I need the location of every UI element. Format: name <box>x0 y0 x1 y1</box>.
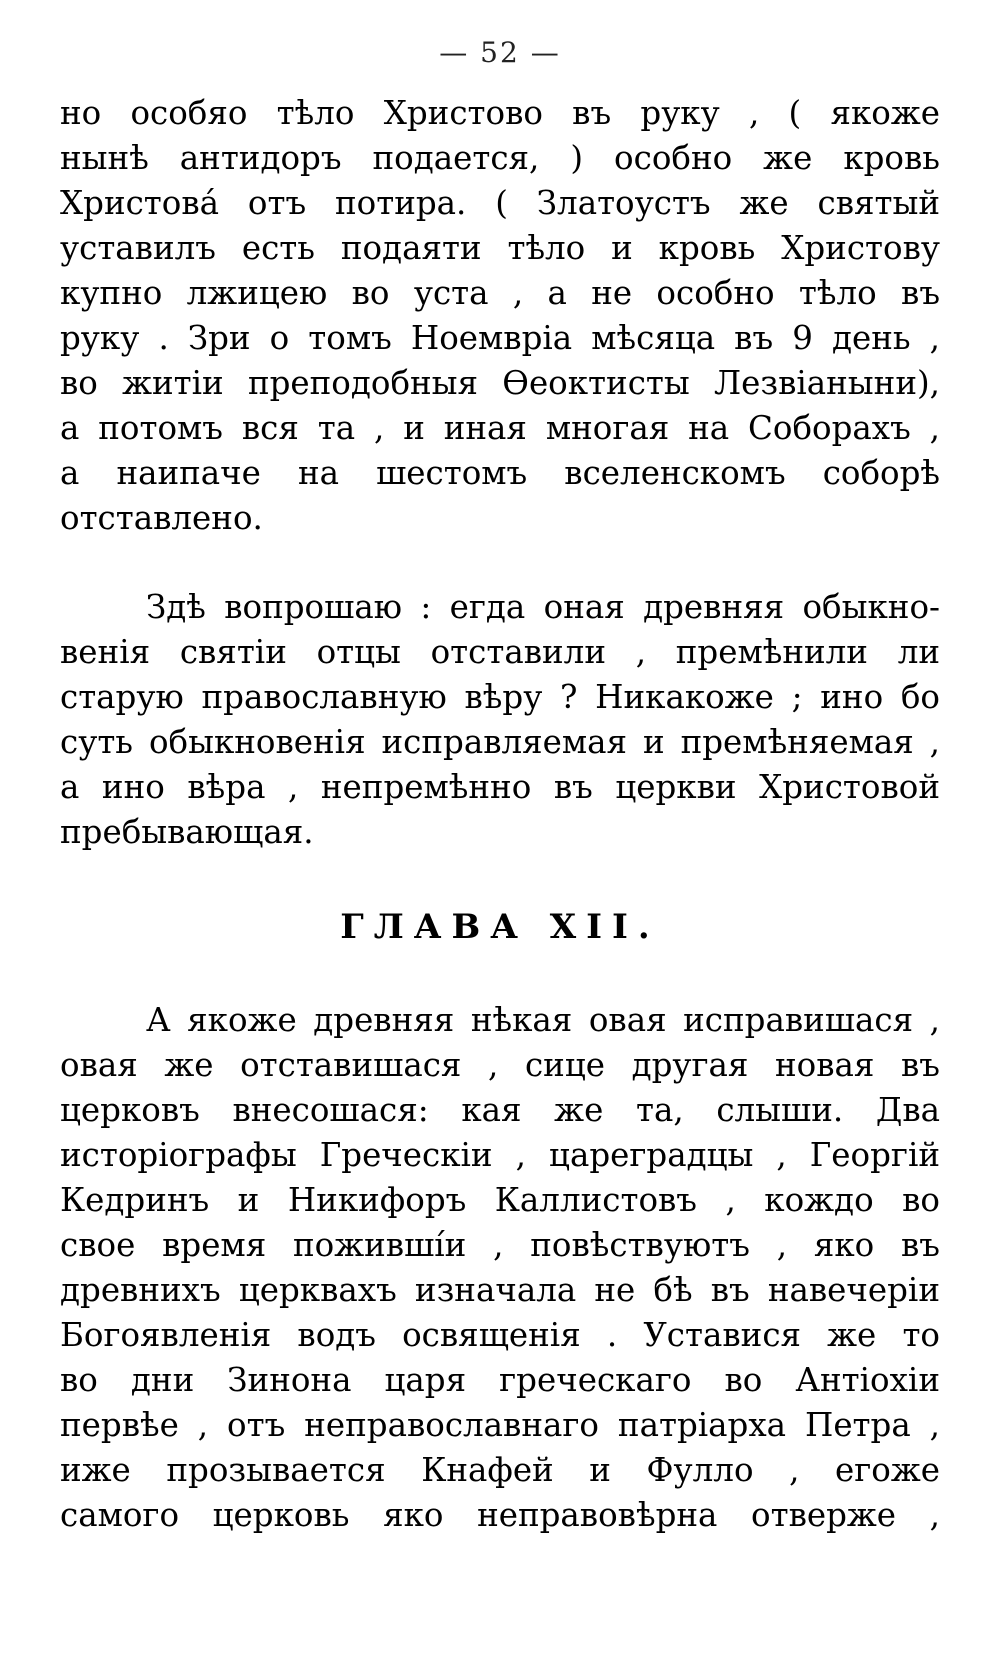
paragraph-3 <box>60 998 940 1538</box>
text-line: пребывающая. <box>60 813 314 851</box>
text-line: старую православную вѣру ? Никакоже ; ино бо <box>60 678 940 716</box>
text-line: овая же отставишася , сице другая новая въ <box>60 1046 940 1084</box>
text-line: во житіи преподобныя Ѳеоктисты Лезвіаныни), <box>60 364 940 402</box>
text-line: а ино вѣра , непремѣнно въ церкви Христовой <box>60 768 940 806</box>
text-line: венія святіи отцы отставили , премѣнили ли <box>60 633 940 671</box>
text-line: иже прозывается Кнафей и Фулло , егоже <box>60 1451 940 1489</box>
text-line: церковъ внесошася: кая же та, слыши. Два <box>60 1091 940 1129</box>
text-line: нынѣ антидоръ подается, ) особно же кровь <box>60 139 940 177</box>
text-line: а потомъ вся та , и иная многая на Соборахъ , <box>60 409 940 447</box>
text-line: Богоявленія водъ освященія . Уставися же то <box>60 1316 940 1354</box>
text-line: уставилъ есть подаяти тѣло и кровь Христову <box>60 229 940 267</box>
text-line: суть обыкновенія исправляемая и премѣняемая , <box>60 723 940 761</box>
text-line: руку . Зри о томъ Ноемвріа мѣсяца въ 9 день , <box>60 319 940 357</box>
text-line: купно лжицею во уста , а не особно тѣло въ <box>60 274 940 312</box>
text-line: Христова́ отъ потира. ( Златоустъ же святый <box>60 184 940 222</box>
text-line: свое время поживші́и , повѣствуютъ , яко въ <box>60 1226 940 1264</box>
paragraph-2 <box>60 585 940 855</box>
text-line: исторіографы Греческіи , цареградцы , Георгій <box>60 1136 940 1174</box>
text-line: во дни Зинона царя греческаго во Антіохіи <box>60 1361 940 1399</box>
text-line: но особяо тѣло Христово въ руку , ( якоже <box>60 94 940 132</box>
text-line: Здѣ вопрошаю : егда оная древняя обыкно- <box>146 588 940 626</box>
text-line: первѣе , отъ неправославнаго патріарха Петра , <box>60 1406 940 1444</box>
page-number: — 52 — <box>439 36 561 69</box>
book-page <box>60 36 940 1538</box>
text-line: а наипаче на шестомъ вселенскомъ соборѣ <box>60 454 940 492</box>
text-line: Кедринъ и Никифоръ Каллистовъ , кождо во <box>60 1181 940 1219</box>
paragraph-1 <box>60 91 940 541</box>
paragraph-gap <box>60 541 940 585</box>
text-line: отставлено. <box>60 499 263 537</box>
chapter-heading: ГЛАВА XII. <box>340 907 660 947</box>
text-line: древнихъ церквахъ изначала не бѣ въ навечеріи <box>60 1271 940 1309</box>
text-line: самого церковь яко неправовѣрна отверже , <box>60 1496 940 1534</box>
text-line: А якоже древняя нѣкая овая исправишася , <box>146 1001 940 1039</box>
